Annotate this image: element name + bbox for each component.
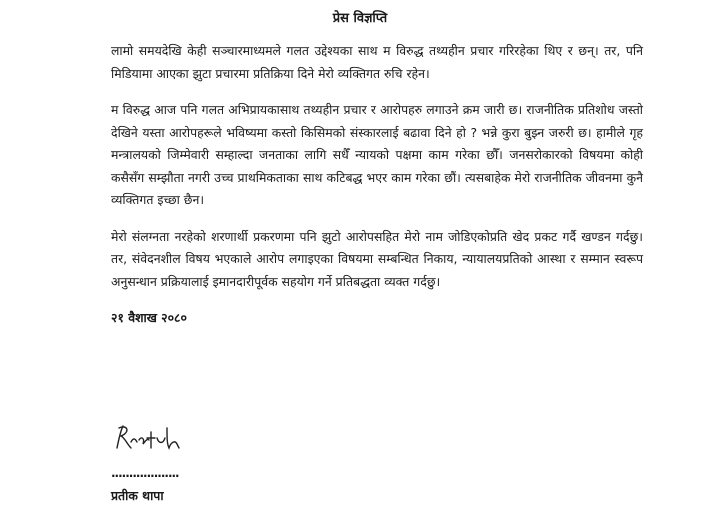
document-body (111, 40, 643, 330)
paragraph-2: म विरुद्ध आज पनि गलत अभिप्रायकासाथ तथ्यहीन प्रचार र आरोपहरु लगाउने क्रम जारी छ। राजनीतिक प्रतिशोध जस्तो देखिने यस्ता आरोपहरूले भविष्यमा कस्तो किसिमको संस्कारलाई बढावा दिने हो ? भन्ने कुरा बुझ्न जरुरी छ। हामीले गृह मन्त्रालयको जिम्मेवारी सम्हाल्दा जनताका लागि सधैँ न्यायको पक्षमा काम गरेका छौँ। जनसरोकारको विषयमा कोही कसैसँग सम्झौता नगरी उच्च प्राथमिकताका साथ कटिबद्ध भएर काम गरेका छौं। त्यसबाहेक मेरो राजनीतिक जीवनमा कुनै व्यक्तिगत इच्छा छैन। (111, 102, 643, 207)
signature-image (111, 418, 191, 458)
document-date: २१ वैशाख २०८० (111, 310, 187, 325)
document-title: प्रेस विज्ञप्ति (332, 11, 388, 26)
signature-line: ................... (111, 466, 179, 480)
paragraph-1: लामो समयदेखि केही सञ्चारमाध्यमले गलत उद्देश्यका साथ म विरुद्ध तथ्यहीन प्रचार गरिरहेका थिए र छन्। तर, पनि मिडियामा आएका झुटा प्रचारमा प्रतिक्रिया दिने मेरो व्यक्तिगत रुचि रहेन। (111, 43, 643, 81)
paragraph-3: मेरो संलग्नता नरहेको शरणार्थी प्रकरणमा पनि झुटो आरोपसहित मेरो नाम जोडिएकोप्रति खेद प्रकट गर्दै खण्डन गर्दछु। तर, संवेदनशील विषय भएकाले आरोप लगाइएका विषयमा सम्बन्धित निकाय, न्यायालयप्रतिको आस्था र सम्मान स्वरूप अनुसन्धान प्रक्रियालाई इमानदारीपूर्वक सहयोग गर्ने प्रतिबद्धता व्यक्त गर्दछु। (111, 228, 643, 289)
signatory-name: प्रतीक थापा (111, 488, 164, 503)
